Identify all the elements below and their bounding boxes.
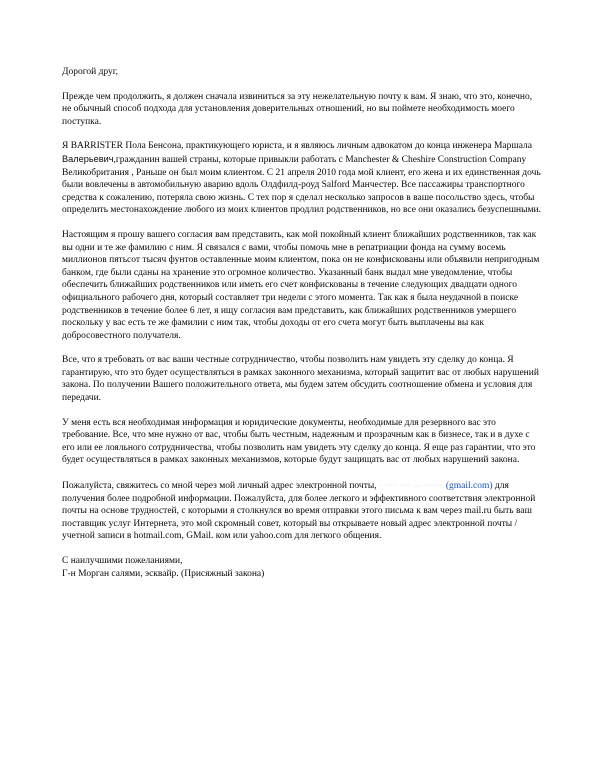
paragraph-apology: Прежде чем продолжить, я должен сначала извиниться за эту нежелательную почту к вам. Я знаю, что это, конечно, не обычный способ подхода для установления доверительных отношений, но вы поймете необходимость моего поступка. bbox=[62, 91, 533, 127]
contact-after-email: для получения более подробной информации. Пожалуйста, для более легкого и эффективного соответствия электронной почты на основе трудностей, с которыми я столкнулся во время отправки этого письма к вам через mail.ru быть ваш поставщик услуг Интернета, это мой скромный совет, который вы открываете новый адрес электронной почты / учетной записи в hotmail.com, GMail. ком или yahoo.com для легкого общения. bbox=[62, 481, 536, 542]
client-name: Валерьевич bbox=[62, 153, 114, 164]
introduction-before-name: Я BARRISTER Пола Бенсона, практикующего юриста, и я являюсь личным адвокатом до конца инженера Маршала bbox=[62, 141, 532, 152]
paragraph-contact bbox=[62, 479, 542, 543]
introduction-after-name: ,гражданин вашей страны, которые привыкли работать с Manchester & Cheshire Construction Company Великобритания , Раньше он был моим клиентом. С 21 апреля 2010 года мой клиент, его жена и их единственная дочь были вовлечены в автомобильную аварию вдоль Олдфилд-роуд Salford Манчестер. Все пассажиры транспортного средства к сожалению, потеряла свою жизнь. С тех пор я сделал несколько запросов в ваше посольство здесь, чтобы определить местонахождение любого из моих клиентов продлил родственников, но все они оказались безуспешными. bbox=[62, 154, 541, 216]
gmail-email-link[interactable]: (gmail.com) bbox=[445, 481, 493, 492]
paragraph-proposal: Настоящим я прошу вашего согласия вам представить, как мой покойный клиент ближайших родственников, так как вы одни и те же фамилию с ним. Я связался с вами, чтобы помочь мне в репатриации фонда на сумму восемь миллионов пятьсот тысяч фунтов оставленные моим клиентом, пока он не конфискованы или объявили непригодным банком, где были сданы на хранение это огромное количество. Указанный банк выдал мне уведомление, чтобы обеспечить ближайших родственников или иметь его счет конфискованы в течение следующих двадцати одного официального рабочего дня, который составляет три недели с этого момента. Так как я была неудачной в поиске родственников в течение более 6 лет, я ищу согласия вам представить, как ближайших родственников умершего поскольку у вас есть те же фамилии с ним так, чтобы доходы от его счета могут быть выплачены вы как добросовестного получателя. bbox=[62, 229, 540, 341]
signature-line: Г-н Морган салями, эсквайр. (Присяжный закона) bbox=[62, 568, 265, 579]
salutation: Дорогой друг, bbox=[62, 67, 119, 77]
redacted-email-address: · ··· ··· ‒ ····· bbox=[378, 480, 446, 491]
paragraph-introduction bbox=[62, 140, 542, 217]
paragraph-documents: У меня есть вся необходимая информация и юридические документы, необходимые для резервного вас это требование. Все, что мне нужно от вас, чтобы быть честным, надежным и прозрачным как в бизнесе, так и в духе с его или ее лояльного сотрудничества, чтобы позволить нам увидеть эту сделку до конца. Я еще раз гарантии, что это будет осуществляться в рамках законных механизмов, которые будут защищать вас от любых нарушений закона. bbox=[62, 417, 536, 466]
contact-before-email: Пожалуйста, свяжитесь со мной через мой личный адрес электронной почты, bbox=[62, 481, 379, 492]
paragraph-assurance: Все, что я требовать от вас ваши честные сотрудничество, чтобы позволить нам увидеть эту сделку до конца. Я гарантирую, что это будет осуществляться в рамках законного механизма, который защитит вас от любых нарушений закона. По получении Вашего положительного ответа, мы будем затем обсудить соотношение обмена и условия для передачи. bbox=[62, 355, 539, 404]
closing-line: С наилучшими пожеланиями, bbox=[62, 556, 183, 566]
